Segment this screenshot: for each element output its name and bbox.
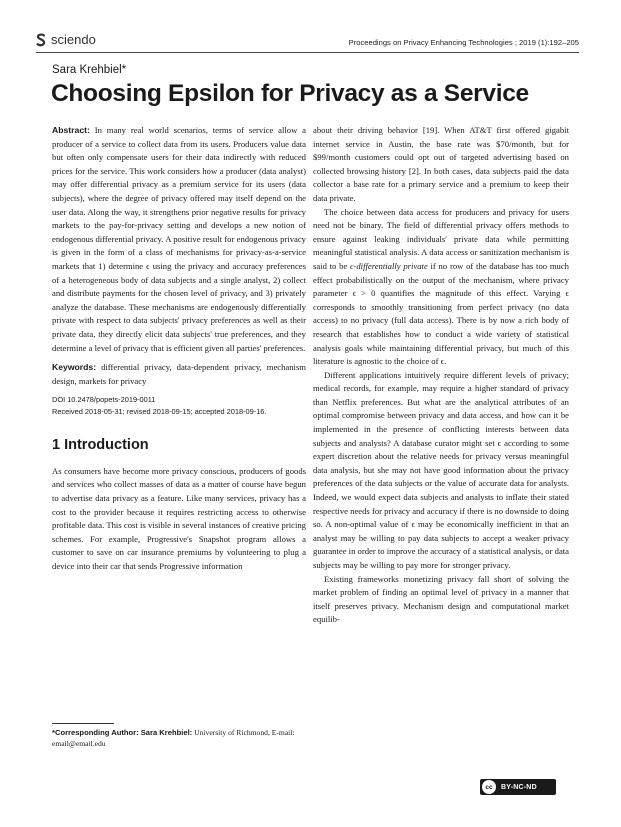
abstract-label: Abstract: <box>52 125 90 135</box>
doi-text: DOI 10.2478/popets-2019-0011 <box>52 395 156 405</box>
section-heading: 1 Introduction <box>52 437 149 454</box>
license-badge[interactable] <box>480 779 556 795</box>
paper-title: Choosing Epsilon for Privacy as a Service <box>51 80 529 107</box>
footnote-text: University of Richmond, E-mail: email@email.edu <box>52 728 295 748</box>
keywords <box>52 361 306 388</box>
logo-text: sciendo <box>51 32 96 47</box>
doi <box>52 394 306 417</box>
header-rule <box>36 52 579 53</box>
intro-paragraph-4: Existing frameworks monetizing privacy fall short of solving the market problem of finding an optimal level of privacy in a manner that itself preserves privacy. Mechanism design and computational market equilib- <box>313 573 569 625</box>
received-dates: Received 2018-05-31; revised 2018-09-15; accepted 2018-09-16. <box>52 406 267 416</box>
right-column <box>313 124 569 627</box>
footnote-label: *Corresponding Author: Sara Krehbiel: <box>52 728 193 737</box>
publisher-logo <box>36 32 96 47</box>
creative-commons-icon: cc <box>482 780 496 794</box>
license-text: BY-NC-ND <box>501 783 537 791</box>
abstract <box>52 124 306 355</box>
sciendo-mark-icon <box>36 33 46 47</box>
author-name: Sara Krehbiel* <box>52 64 127 76</box>
keywords-label: Keywords: <box>52 362 97 373</box>
footnote-rule <box>52 723 114 724</box>
intro-paragraph-3: Different applications intuitively require different levels of privacy; medical records, for example, may require a higher standard of privacy than Netflix preferences. But what are the analytical attributes of an optimal compromise between privacy and data access, and how can it be implemented in the presence of conflicting interests between data subjects and analysts? A database curator might set ϵ according to some expert discretion about the relative needs for privacy versus meaningful data analysis, but she may not have good information about the privacy preferences of the data subjects or the value of accurate data for analysts. Indeed, we would expect data subjects and analysts to inflate their stated respective needs for privacy and accuracy if there is no downside to doing so. A non-optimal value of ϵ may be economically inefficient in that an analyst may be willing to pay data subjects to accept a weaker privacy guarantee in order to improve the accuracy of a statistical analysis, or data subjects may be willing to pay more for stronger privacy. <box>313 369 570 570</box>
keywords-text: differential privacy, data-dependent privacy, mechanism design, markets for privacy <box>52 362 307 386</box>
emphasis-dp: ϵ-differentially private <box>350 260 428 271</box>
intro-paragraph-2: The choice between data access for producers and privacy for users need not be binary. The field of differential privacy offers methods to ensure against leaking individuals' private data while permitting meaningful statistical analysis. A data access or sanitization mechanism is said to be ϵ-differentially private if no row of the database has too much effect probabilistically on the output of the mechanism, where privacy parameter ϵ > 0 quantifies the magnitude of this effect. Varying ϵ corresponds to smoothly transitioning from perfect privacy (no data access) to no privacy (full data access). There is by now a rich body of research that establishes how to conduct a wide variety of statistical analysis goals while maintaining differential privacy, but much of this literature is agnostic to the choice of ϵ. <box>313 206 569 367</box>
intro-paragraph-1-continued: about their driving behavior [19]. When AT&T first offered gigabit internet service in Austin, the base rate was $70/month, but for $99/month customers could opt out of targeted advertising based on collected browsing history [2]. In both cases, data subjects paid the data collector a base rate for a primary service and a premium to keep their data private. <box>313 125 569 203</box>
left-column <box>52 124 306 574</box>
footnote <box>52 727 304 749</box>
abstract-text: In many real world scenarios, terms of service allow a producer of a service to collect data from its users. Producers value data but often only compensate users for their data indirectly with reduced prices for the service. This work considers how a producer (data analyst) may offer differential privacy as a premium service for its users (data subjects), where the degree of privacy offered may itself depend on the user data. Along the way, it strengthens prior negative results for privacy markets to the pay-for-privacy setting and develops a new notion of endogenous differential privacy. A positive result for endogenous privacy is given in the form of a class of mechanisms for privacy-as-a-service markets that 1) determine ϵ using the privacy and accuracy preferences of a heterogeneous body of data subjects and a single analyst, 2) collect and distribute payments for the chosen level of privacy, and 3) privately analyze the database. These mechanisms are endogenously differentially private with respect to data subjects' privacy preferences as well as their private data, they directly elicit data subjects' true preferences, and they determine a level of privacy that is efficient given all parties' preferences. <box>52 125 306 353</box>
journal-reference: Proceedings on Privacy Enhancing Technologies ; 2019 (1):192–205 <box>348 38 579 47</box>
intro-paragraph-1: As consumers have become more privacy conscious, producers of goods and services who collect masses of data as a matter of course have begun to advertise data privacy as a feature. Like many services, privacy has a cost to the provider because it requires restricting access to otherwise profitable data. This cost is visible in several instances of creative pricing schemes. For example, Progressive's Snapshot program allows a customer to save on car insurance premiums by volunteering to plug a device into their car that sends Progressive information <box>52 465 306 572</box>
